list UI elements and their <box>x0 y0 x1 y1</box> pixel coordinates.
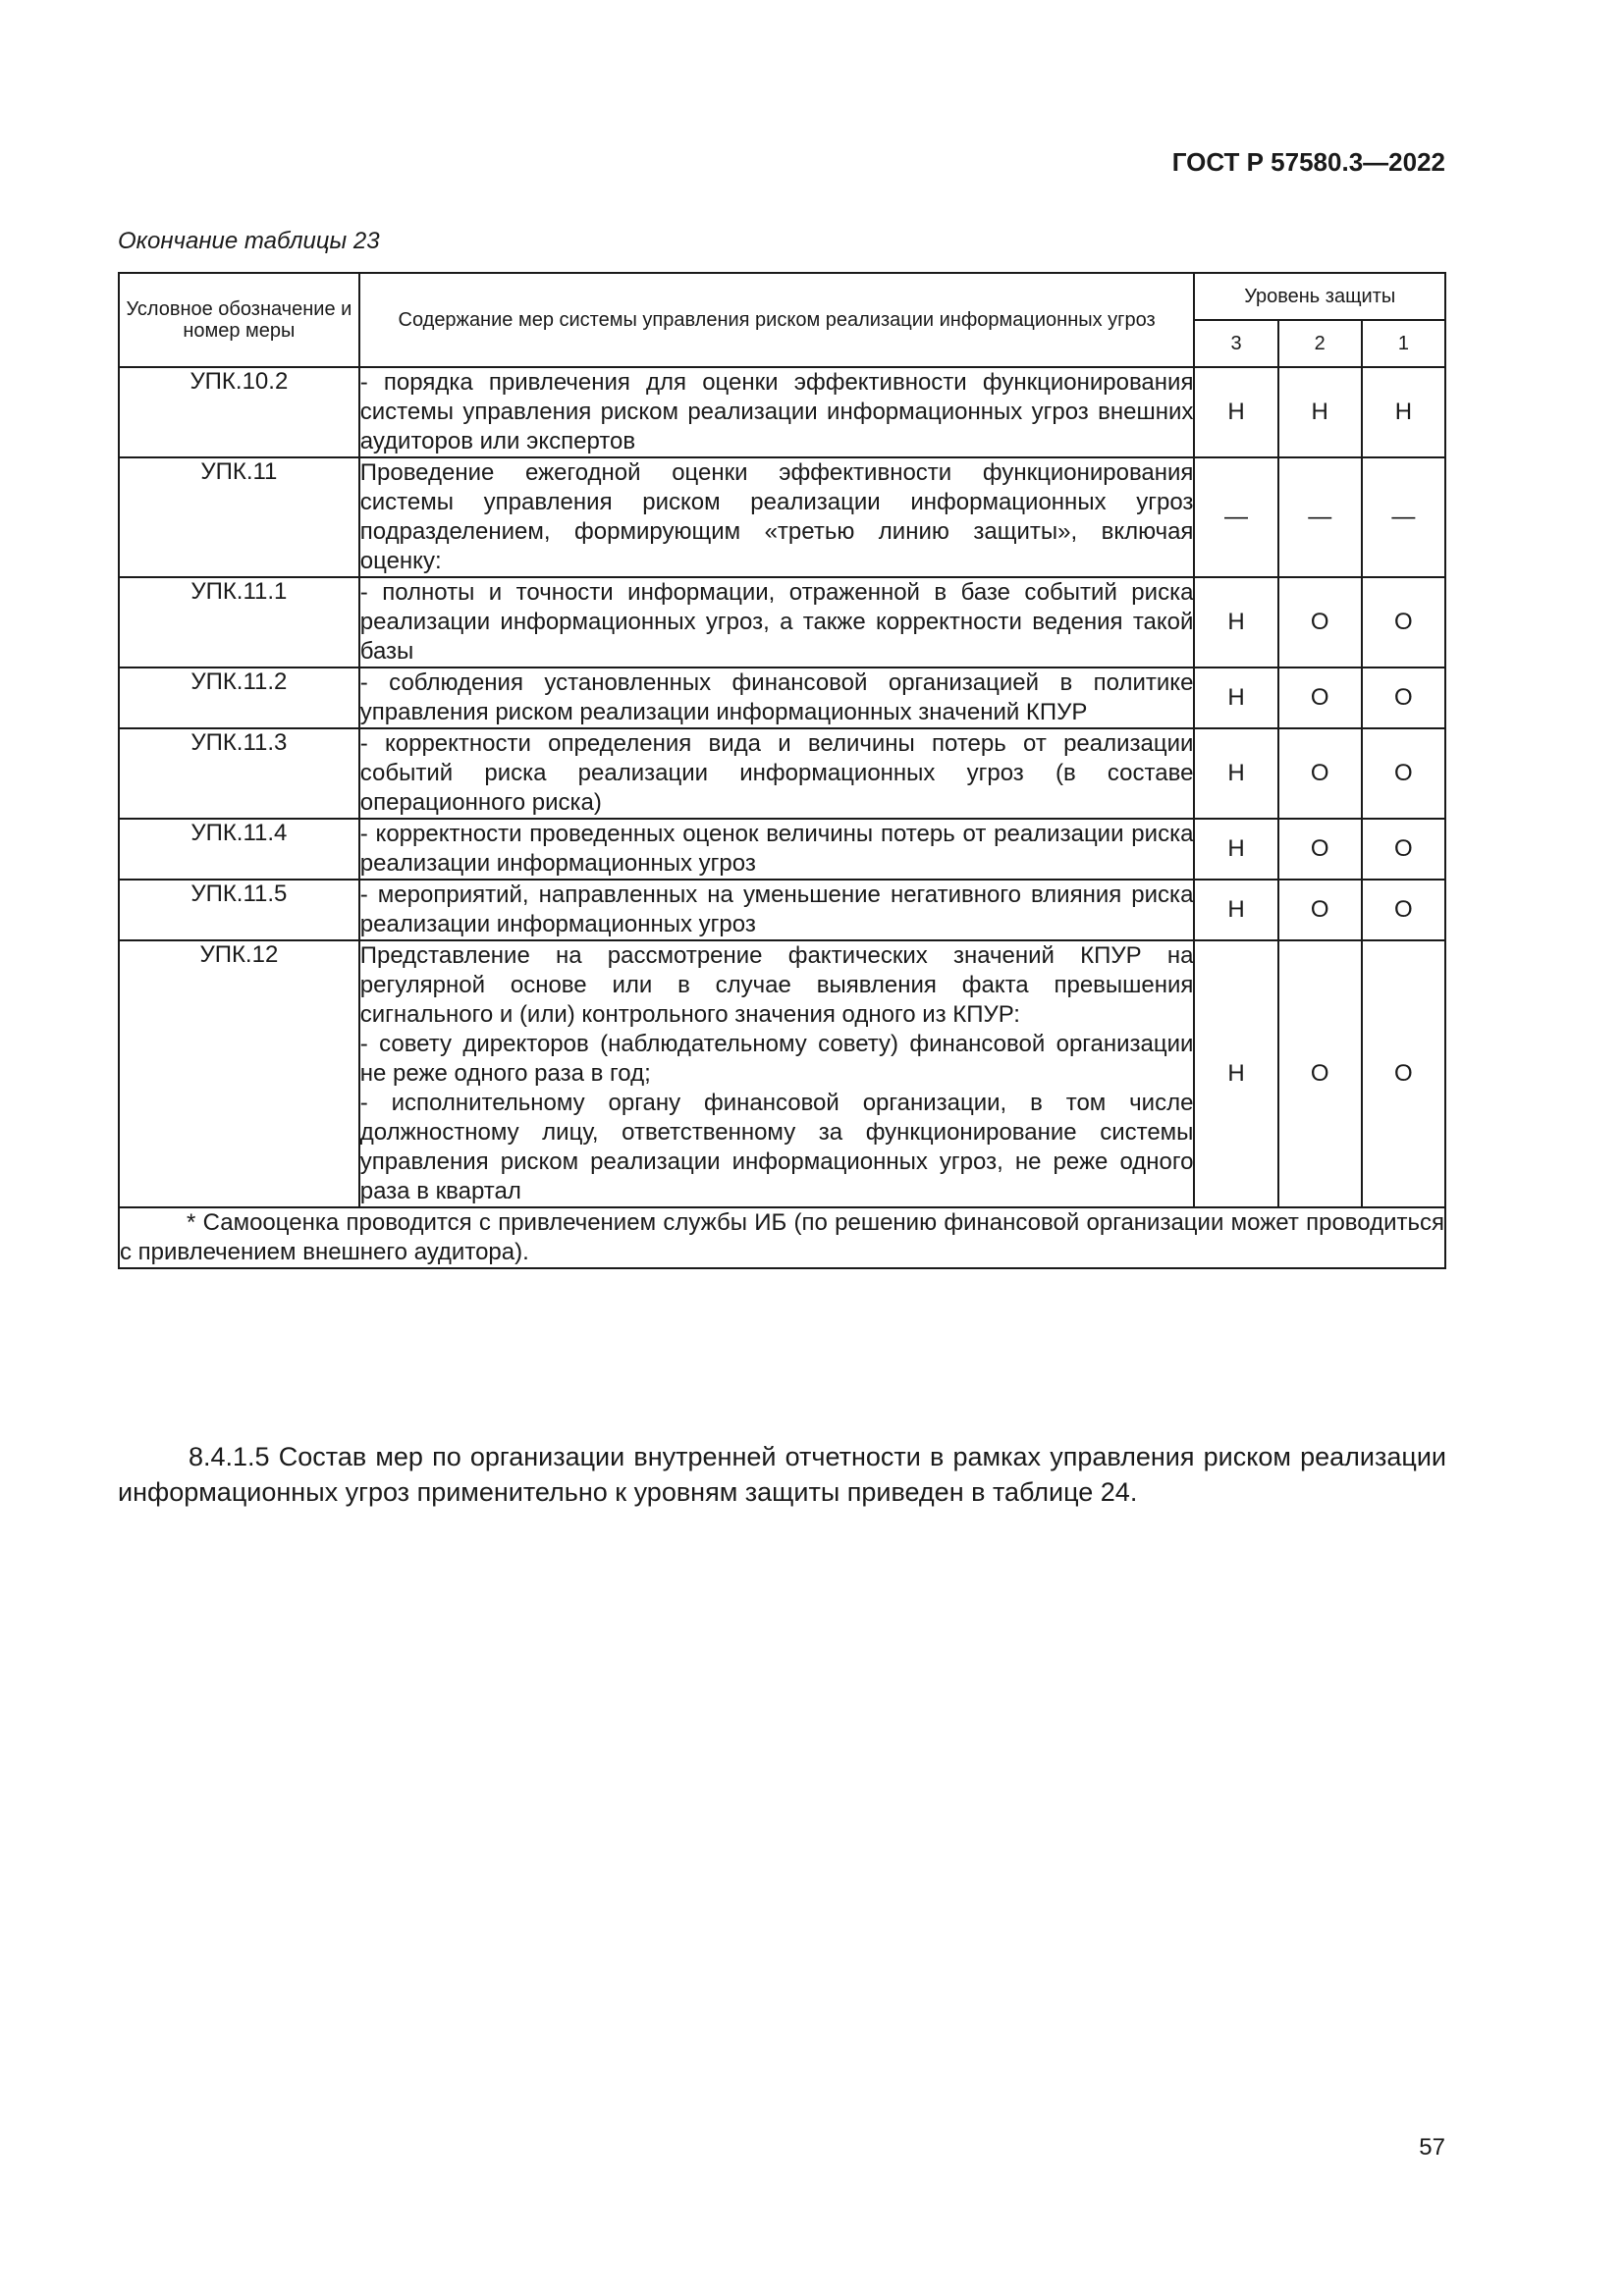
level-2-value: О <box>1278 728 1362 819</box>
level-3-value: Н <box>1194 577 1277 667</box>
header-content: Содержание мер системы управления риском реализации информационных угроз <box>359 273 1195 367</box>
table-row <box>119 880 1445 940</box>
header-code: Условное обозначение и номер меры <box>119 273 359 367</box>
measure-code: УПК.10.2 <box>119 367 359 457</box>
content-line: - совету директоров (наблюдательному совету) финансовой организации не реже одного раза в год; <box>359 1031 1194 1087</box>
measure-content: - соблюдения установленных финансовой организацией в политике управления риском реализации информационных значений КПУР <box>359 667 1195 728</box>
table-row <box>119 819 1445 880</box>
level-1-value: О <box>1362 728 1445 819</box>
level-3-value: — <box>1194 457 1277 577</box>
page-number: 57 <box>1419 2134 1445 2161</box>
measure-code: УПК.11.5 <box>119 880 359 940</box>
content-line: - исполнительному органу финансовой организации, в том числе должностному лицу, ответственному за функционирование системы управления риском реализации информационных угроз, не реже одного раза в квартал <box>359 1090 1194 1204</box>
level-1-value: О <box>1362 577 1445 667</box>
level-1-value: О <box>1362 819 1445 880</box>
footnote-text: * Самооценка проводится с привлечением службы ИБ (по решению финансовой организации может проводиться с привлечением внешнего аудитора). <box>120 1209 1444 1265</box>
header-level-2: 2 <box>1278 320 1362 367</box>
level-2-value: О <box>1278 880 1362 940</box>
level-2-value: О <box>1278 940 1362 1207</box>
table-footnote <box>119 1207 1445 1268</box>
footnote-row <box>119 1207 1445 1268</box>
measure-content: - полноты и точности информации, отраженной в базе событий риска реализации информационных угроз, а также корректности ведения такой базы <box>359 577 1195 667</box>
measure-code: УПК.11.1 <box>119 577 359 667</box>
level-1-value: О <box>1362 880 1445 940</box>
level-3-value: Н <box>1194 940 1277 1207</box>
header-level-1: 1 <box>1362 320 1445 367</box>
table-row <box>119 728 1445 819</box>
level-3-value: Н <box>1194 667 1277 728</box>
measure-content: - порядка привлечения для оценки эффективности функционирования системы управления риском реализации информационных угроз внешних аудиторов или экспертов <box>359 367 1195 457</box>
header-level-3: 3 <box>1194 320 1277 367</box>
header-protection-level: Уровень защиты <box>1194 273 1445 320</box>
measure-code: УПК.12 <box>119 940 359 1207</box>
table-caption: Окончание таблицы 23 <box>118 228 380 254</box>
measure-content: - корректности проведенных оценок величины потерь от реализации риска реализации информационных угроз <box>359 819 1195 880</box>
level-3-value: Н <box>1194 819 1277 880</box>
measure-content: Проведение ежегодной оценки эффективности функционирования системы управления риском реализации информационных угроз подразделением, формирующим «третью линию защиты», включая оценку: <box>359 457 1195 577</box>
table-row <box>119 940 1445 1207</box>
level-1-value: Н <box>1362 367 1445 457</box>
level-3-value: Н <box>1194 728 1277 819</box>
level-3-value: Н <box>1194 367 1277 457</box>
measure-content: - мероприятий, направленных на уменьшение негативного влияния риска реализации информационных угроз <box>359 880 1195 940</box>
level-1-value: О <box>1362 940 1445 1207</box>
measure-code: УПК.11.4 <box>119 819 359 880</box>
measure-content <box>359 940 1195 1207</box>
table-row <box>119 667 1445 728</box>
measure-content: - корректности определения вида и величины потерь от реализации событий риска реализации информационных угроз (в составе операционного риска) <box>359 728 1195 819</box>
table-row <box>119 457 1445 577</box>
level-2-value: Н <box>1278 367 1362 457</box>
paragraph-text: 8.4.1.5 Состав мер по организации внутренней отчетности в рамках управления риском реализации информационных угроз применительно к уровням защиты приведен в таблице 24. <box>118 1442 1446 1507</box>
level-2-value: О <box>1278 819 1362 880</box>
measure-code: УПК.11 <box>119 457 359 577</box>
level-3-value: Н <box>1194 880 1277 940</box>
content-line: Представление на рассмотрение фактических значений КПУР на регулярной основе или в случае выявления факта превышения сигнального и (или) контрольного значения одного из КПУР: <box>359 942 1194 1028</box>
table-row <box>119 577 1445 667</box>
body-paragraph <box>118 1439 1446 1510</box>
level-1-value: О <box>1362 667 1445 728</box>
measure-code: УПК.11.3 <box>119 728 359 819</box>
level-2-value: — <box>1278 457 1362 577</box>
measures-table <box>118 272 1446 1269</box>
level-1-value: — <box>1362 457 1445 577</box>
level-2-value: О <box>1278 577 1362 667</box>
table-row <box>119 367 1445 457</box>
level-2-value: О <box>1278 667 1362 728</box>
document-code: ГОСТ Р 57580.3—2022 <box>1171 147 1445 177</box>
measure-code: УПК.11.2 <box>119 667 359 728</box>
